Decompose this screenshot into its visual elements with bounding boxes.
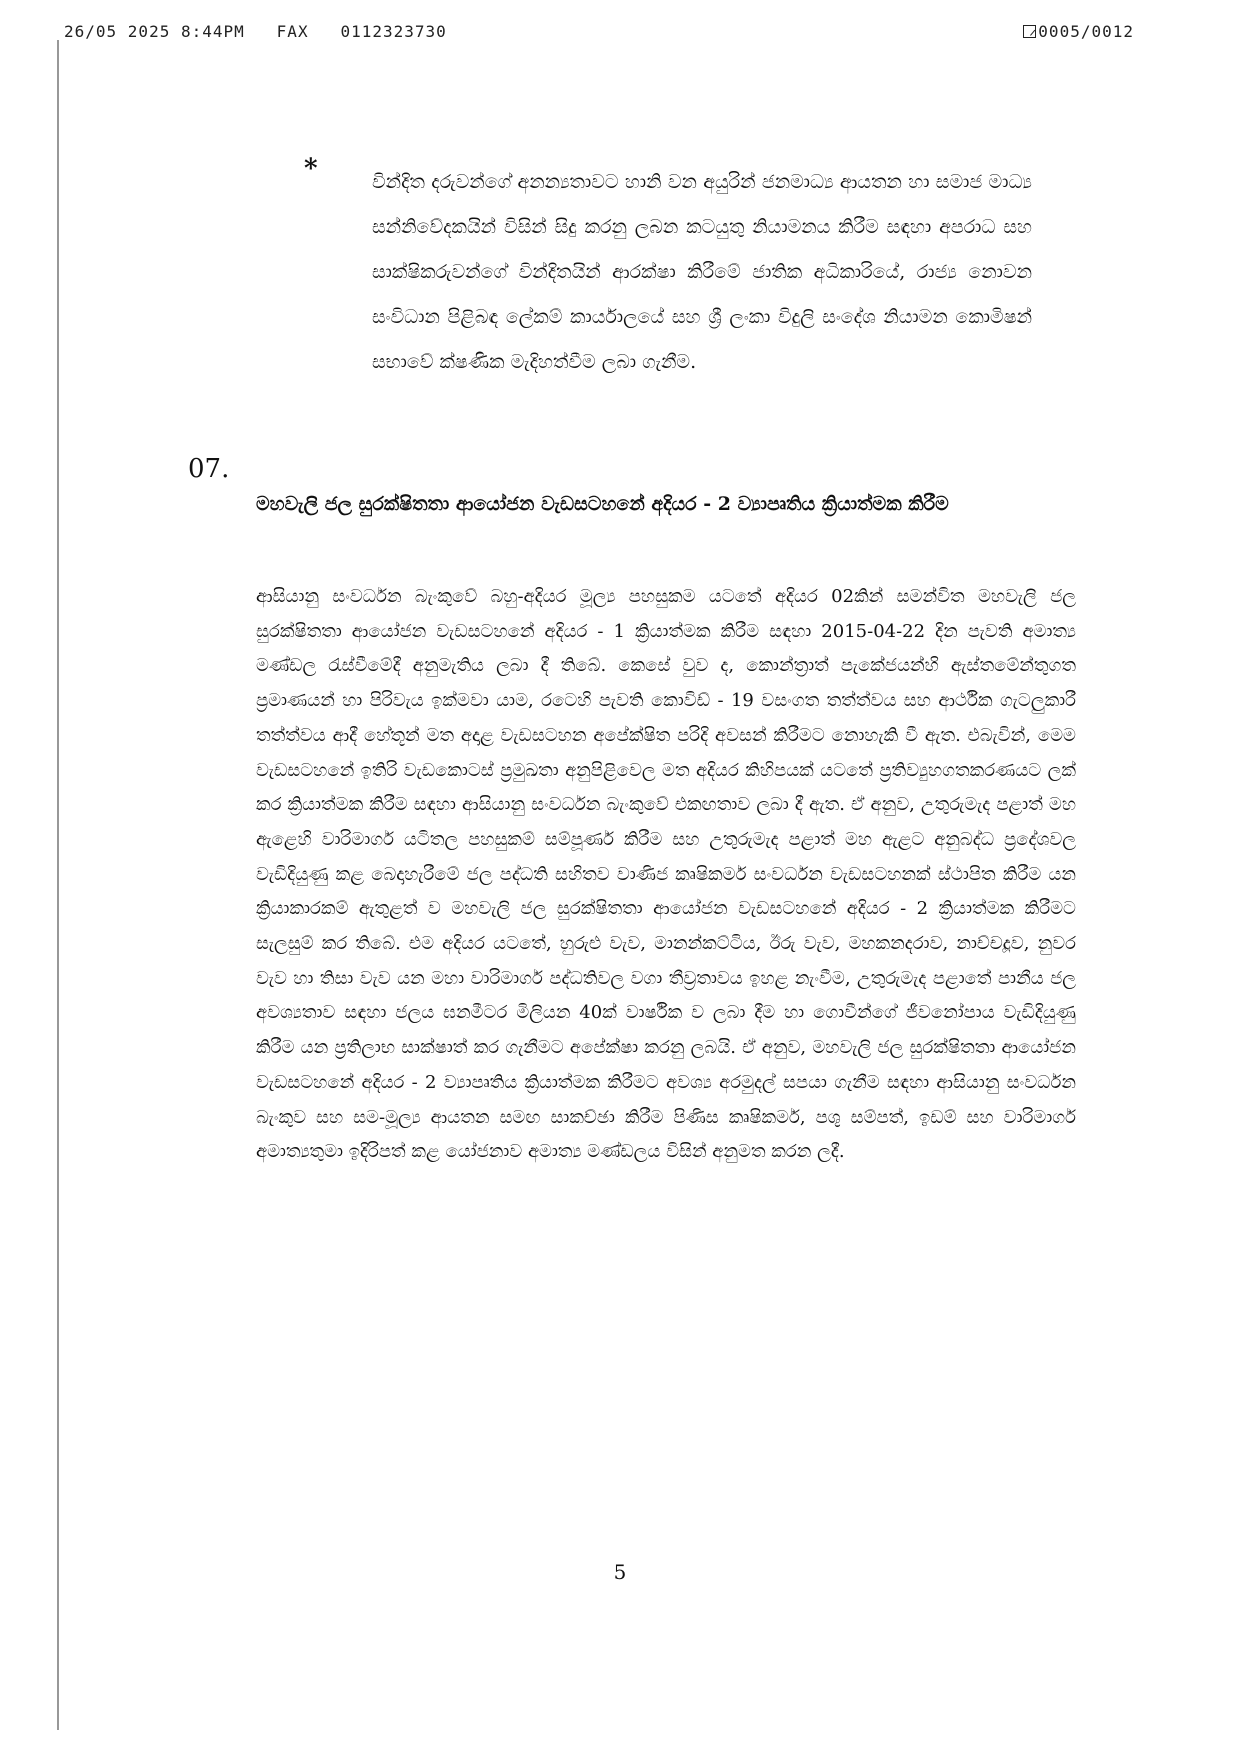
fax-label: FAX bbox=[276, 22, 309, 41]
page-number: 5 bbox=[613, 1560, 627, 1584]
fax-page-counter: 0005/0012 bbox=[1038, 22, 1134, 41]
bullet-paragraph: වින්දිත දරුවන්ගේ අනන්‍යතාවට හානි වන අයුරින් ජනමාධ්‍ය ආයතන හා සමාජ මාධ්‍ය සන්නිවේදකයින් විසින් සිදු කරනු ලබන කටයුතු නියාමනය කිරීම සඳහා අපරාධ සහ සාක්ෂිකරුවන්ගේ වින්දිතයින් ආරක්ෂා කිරීමේ ජාතික අධිකාරියේ, රාජ්‍ය නොවන සංවිධාන පිළිබඳ ලේකම් කාර්යාලයේ සහ ශ්‍රී ලංකා විදුලි සංදේශ නියාමන කොමිෂන් සභාවේ ක්ෂණික මැදිහත්වීම ලබා ගැනීම. bbox=[372, 171, 1032, 373]
fax-header bbox=[64, 22, 1134, 48]
checkbox-icon bbox=[1023, 25, 1036, 38]
bullet-symbol: * bbox=[304, 154, 318, 184]
section-body-paragraph: ආසියානු සංවර්ධන බැංකුවේ බහු-අදියර මූල්‍ය පහසුකම යටතේ අදියර 02කින් සමන්විත මහවැලි ජල සුරක්ෂිතතා ආයෝජන වැඩසටහනේ අදියර - 1 ක්‍රියාත්මක කිරීම සඳහා 2015-04-22 දින පැවති අමාත්‍ය මණ්ඩල රැස්වීමේදී අනුමැතිය ලබා දී තිබේ. කෙසේ වුව ද, කොන්ත්‍රාත් පැකේජයන්හි ඇස්තමේන්තුගත ප්‍රමාණයන් හා පිරිවැය ඉක්මවා යාම, රටෙහි පැවති කොවිඩ් - 19 වසංගත තත්ත්වය සහ ආර්ථික ගැටලුකාරී තත්ත්වය ආදී හේතූන් මත අදාළ වැඩසටහන අපේක්ෂිත පරිදි අවසන් කිරීමට නොහැකි වී ඇත. එබැවින්, මෙම වැඩසටහනේ ඉතිරි වැඩකොටස් ප්‍රමුඛතා අනුපිළිවෙල මත අදියර කිහිපයක් යටතේ ප්‍රතිව්‍යුහගතකරණයට ලක් කර ක්‍රියාත්මක කිරීම සඳහා ආසියානු සංවර්ධන බැංකුවේ එකඟතාව ලබා දී ඇත. ඒ අනුව, උතුරුමැද පළාත් මහ ඇළෙහි වාරිමාර්ග යටිතල පහසුකම් සම්පූර්ණ කිරීම සහ උතුරුමැද පළාත් මහ ඇළට අනුබද්ධ ප්‍රදේශවල වැඩිදියුණු කළ බෙදාහැරීමේ ජල පද්ධති සහිතව වාණිජ කෘෂිකර්ම සංවර්ධන වැඩසටහනක් ස්ථාපිත කිරීම යන ක්‍රියාකාරකම් ඇතුළත් ව මහවැලි ජල සුරක්ෂිතතා ආයෝජන වැඩසටහනේ අදියර - 2 ක්‍රියාත්මක කිරීමට සැලසුම් කර තිබේ. එම අදියර යටතේ, හුරුළු වැව, මානන්කට්ටිය, ඊරු වැව, මහකනදරාව, නාච්චදූව, නුවර වැව හා තිසා වැව යන මහා වාරිමාර්ග පද්ධතිවල වගා තීව්‍රතාවය ඉහළ නැංවීම, උතුරුමැද පළාතේ පානීය ජල අවශ්‍යතාව සඳහා ජලය ඝනමීටර මිලියන 40ක් වාර්ෂික ව ලබා දීම හා ගොවීන්ගේ ජීවනෝපාය වැඩිදියුණු කිරීම යන ප්‍රතිලාභ සාක්ෂාත් කර ගැනීමට අපේක්ෂා කරනු ලබයි. ඒ අනුව, මහවැලි ජල සුරක්ෂිතතා ආයෝජන වැඩසටහනේ අදියර - 2 ව්‍යාපෘතිය ක්‍රියාත්මක කිරීමට අවශ්‍ය අරමුදල් සපයා ගැනීම සඳහා ආසියානු සංවර්ධන බැංකුව සහ සම-මූල්‍ය ආයතන සමඟ සාකච්ඡා කිරීම පිණිස කෘෂිකර්ම, පශු සම්පත්, ඉඩම් සහ වාරිමාර්ග අමාත්‍යතුමා ඉදිරිපත් කළ යෝජනාව අමාත්‍ය මණ්ඩලය විසින් අනුමත කරන ලදී. bbox=[256, 586, 1076, 1163]
fax-date-time: 26/05 2025 8:44PM bbox=[64, 22, 245, 41]
fax-header-right bbox=[1023, 22, 1134, 41]
scan-edge-line bbox=[57, 40, 59, 1730]
fax-header-left bbox=[64, 22, 447, 41]
section-number: 07. bbox=[188, 454, 230, 484]
section-title: මහවැලි ජල සුරක්ෂිතතා ආයෝජන වැඩසටහනේ අදියර - 2 ව්‍යාපෘතිය ක්‍රියාත්මක කිරීම bbox=[256, 493, 949, 515]
fax-number: 0112323730 bbox=[340, 22, 447, 41]
